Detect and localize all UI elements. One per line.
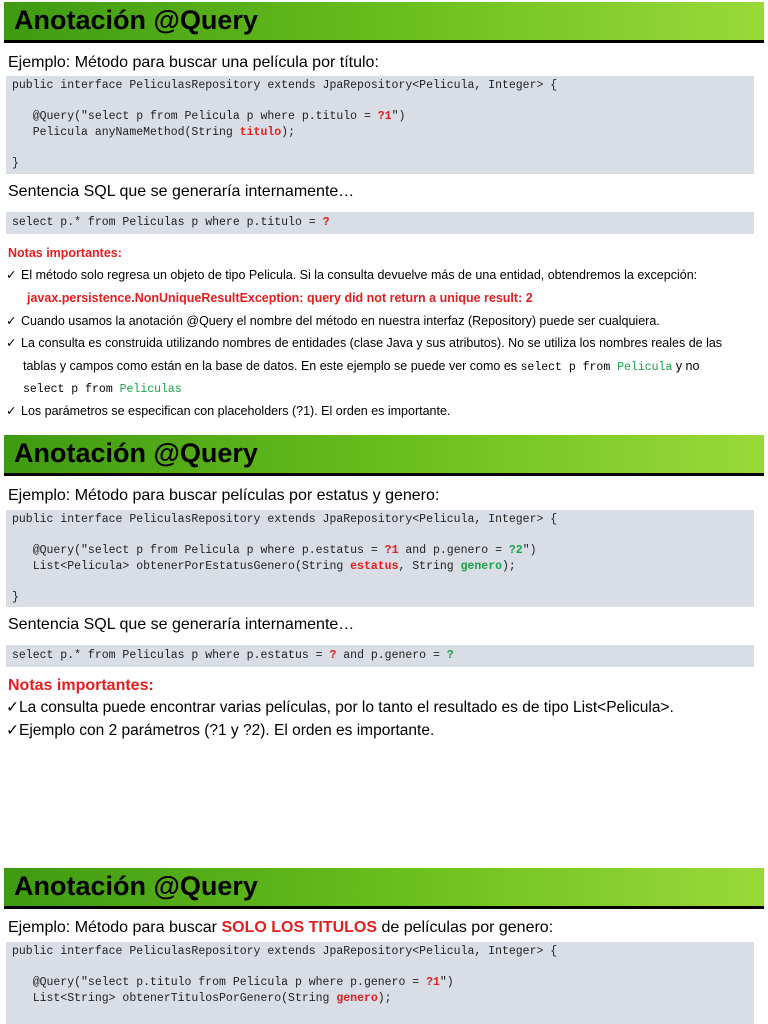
code-line (12, 960, 748, 976)
code-line: } (12, 156, 19, 170)
slide2-title: Anotación @Query (14, 438, 258, 468)
slide1-code-block (6, 76, 754, 174)
slide1-exception-text: javax.persistence.NonUniqueResultException: query did not return a unique result: 2 (27, 291, 533, 305)
code-line: List<String> obtenerTitulosPorGenero(String genero); (12, 991, 392, 1005)
code-line (12, 94, 748, 110)
code-line (12, 574, 748, 590)
slide2-sql-heading: Sentencia SQL que se generaría internamente… (8, 616, 355, 633)
slide2-note-2: ✓Ejemplo con 2 parámetros (?1 y ?2). El orden es importante. (6, 722, 435, 739)
check-icon: ✓ (6, 268, 17, 282)
slide1-note-4: ✓ Los parámetros se especifican con placeholders (?1). El orden es importante. (6, 400, 756, 423)
slide2-note-1: ✓La consulta puede encontrar varias películas, por lo tanto el resultado es de tipo List<Pelicula>. (6, 699, 674, 716)
sql-line: select p.* from Peliculas p where p.estatus = ? and p.genero = ? (12, 649, 454, 662)
slide1-notes-title: Notas importantes: (8, 246, 122, 260)
slide2-notes-title: Notas importantes: (8, 677, 154, 694)
code-line: Pelicula anyNameMethod(String titulo); (12, 125, 295, 139)
code-line (12, 528, 748, 544)
slide2-code-block (6, 510, 754, 607)
slide1-title-bar (4, 2, 764, 43)
example-highlight: SOLO LOS TITULOS (221, 919, 378, 936)
code-line: } (12, 590, 19, 604)
code-line: List<Pelicula> obtenerPorEstatusGenero(String estatus, String genero); (12, 559, 516, 573)
code-line: public interface PeliculasRepository extends JpaRepository<Pelicula, Integer> { (12, 945, 558, 958)
slide3-code-block (6, 942, 754, 1024)
slide3-example-text: Ejemplo: Método para buscar SOLO LOS TITULOS de películas por genero: (8, 919, 554, 936)
slide2-sql-block (6, 645, 754, 667)
code-line (12, 140, 748, 156)
slide1-sql-heading: Sentencia SQL que se generaría internamente… (8, 183, 355, 200)
check-icon: ✓ (6, 336, 17, 350)
slide1-note-3-cont: tablas y campos como están en la base de datos. En este ejemplo se puede ver como es select p from Pelicula y no (23, 359, 700, 374)
slide1-note-2: ✓ Cuando usamos la anotación @Query el nombre del método en nuestra interfaz (Repository) puede ser cualquiera. (6, 310, 756, 333)
code-line: @Query("select p from Pelicula p where p.estatus = ?1 and p.genero = ?2") (12, 544, 537, 557)
check-icon: ✓ (6, 699, 19, 716)
check-icon: ✓ (6, 314, 17, 328)
slide3-title-bar (4, 868, 764, 909)
slide1-note-3: ✓ La consulta es construida utilizando nombres de entidades (clase Java y sus atributos). No se utiliza los nombres reales de las (6, 332, 756, 355)
code-line: public interface PeliculasRepository extends JpaRepository<Pelicula, Integer> { (12, 513, 558, 526)
sql-line: select p.* from Peliculas p where p.titulo = ? (12, 216, 330, 229)
code-line: @Query("select p from Pelicula p where p.titulo = ?1") (12, 110, 406, 123)
slide3-title: Anotación @Query (14, 871, 258, 901)
slide2-title-bar (4, 435, 764, 476)
check-icon: ✓ (6, 722, 19, 739)
slide1-example-text: Ejemplo: Método para buscar una película por título: (8, 54, 379, 71)
slide1-note-3-cont2: select p from Peliculas (23, 383, 182, 396)
slide2-example-text: Ejemplo: Método para buscar películas por estatus y genero: (8, 487, 440, 504)
code-line: @Query("select p.titulo from Pelicula p where p.genero = ?1") (12, 976, 454, 989)
slide1-sql-block (6, 212, 754, 234)
check-icon: ✓ (6, 404, 17, 418)
slide1-title: Anotación @Query (14, 5, 258, 35)
code-line: public interface PeliculasRepository extends JpaRepository<Pelicula, Integer> { (12, 79, 558, 92)
slide1-note-1: ✓ El método solo regresa un objeto de tipo Pelicula. Si la consulta devuelve más de una entidad, obtendremos la excepción: (6, 264, 756, 287)
